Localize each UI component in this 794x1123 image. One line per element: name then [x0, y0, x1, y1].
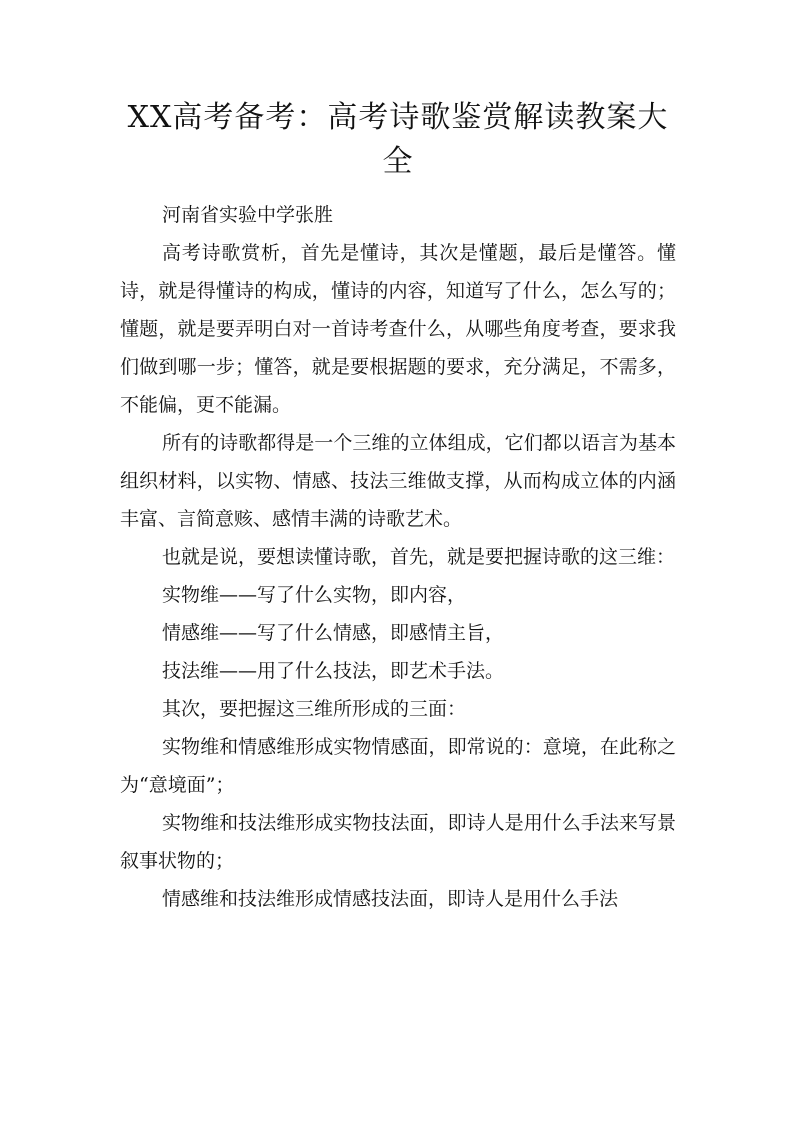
paragraph-intro: 高考诗歌赏析，首先是懂诗，其次是懂题，最后是懂答。懂诗，就是得懂诗的构成，懂诗的内容，知道写了什么，怎么写的；懂题，就是要弄明白对一首诗考查什么，从哪些角度考查，要求我们做到哪一步；懂答，就是要根据题的要求，充分满足，不需多，不能偏，更不能漏。: [120, 242, 676, 416]
paragraph-three-faces: 其次，要把握这三维所形成的三面：: [162, 698, 467, 720]
paragraph-technique-dimension: 技法维——用了什么技法，即艺术手法。: [162, 660, 505, 682]
paragraph-object-dimension: 实物维——写了什么实物，即内容，: [162, 584, 467, 606]
paragraph-emotion-dimension: 情感维——写了什么情感，即感情主旨，: [162, 622, 505, 644]
author-line: 河南省实验中学张胜: [162, 204, 334, 226]
paragraph-object-technique-face: 实物维和技法维形成实物技法面，即诗人是用什么手法来写景叙事状物的；: [120, 812, 676, 872]
paragraph-three-dimensions: 所有的诗歌都得是一个三维的立体组成，它们都以语言为基本组织材料，以实物、情感、技法三维做支撑，从而构成立体的内涵丰富、言简意赅、感情丰满的诗歌艺术。: [120, 432, 676, 530]
document-body: [120, 196, 676, 918]
paragraph-emotion-technique-face: 情感维和技法维形成情感技法面，即诗人是用什么手法: [162, 888, 619, 910]
document-title: XX高考备考：高考诗歌鉴赏解读教案大全: [127, 100, 669, 179]
paragraph-understanding: 也就是说，要想读懂诗歌，首先，就是要把握诗歌的这三维：: [162, 546, 676, 568]
paragraph-mood-face: 实物维和情感维形成实物情感面，即常说的：意境，在此称之为“意境面”；: [120, 736, 676, 796]
